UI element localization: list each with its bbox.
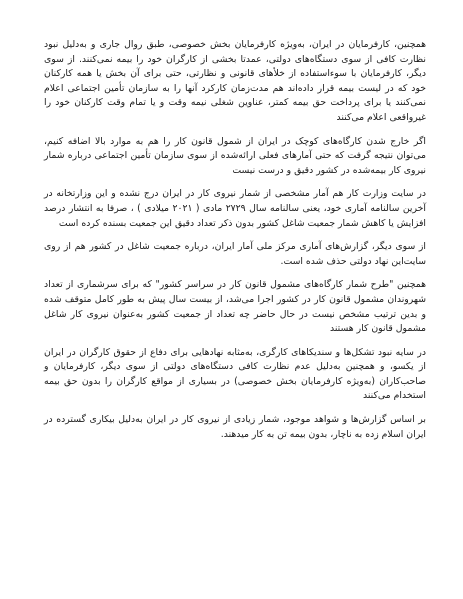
paragraph: بر اساس گزارش‌ها و شواهد موجود، شمار زیادی از نیروی کار در ایران به‌دلیل بیکاری گسترده در ایران اسلام زده به ناچار، بدون بیمه تن به کار میدهند. (44, 414, 426, 440)
paragraph: از سوی دیگر، گزارش‌های آماری مرکز ملی آمار ایران، درباره جمعیت شاغل در کشور هم از روی سایت‌این نهاد دولتی حذف شده است. (44, 241, 426, 267)
paragraph: در سایه نبود تشکل‌ها و سندیکاهای کارگری، به‌مثابه نهادهایی برای دفاع از حقوق کارگران در ایران از یکسو، و همچنین به‌دلیل عدم نظارت کافی دستگاه‌های دولتی از سوی دیگر، کارفرمایان و صاحب‌کاران (به‌ویژه کارفرمایان بخش خصوصی) در بسیاری از مواقع کارگران را بدون حق بیمه استخدام می‌کنند (44, 346, 426, 402)
paragraph: همچنین "طرح شمار کارگاه‌های مشمول قانون کار در سراسر کشور" که برای سرشماری از تعداد شهروندان مشمول قانون کار در کشور اجرا می‌شد، از بیست سال پیش به طور کامل متوقف شده و بدین ترتیب مشخص نیست در حال حاضر چه تعداد از جمعیت کشور به‌عنوان نیروی کار شاغل مشمول قانون کار هستند (44, 279, 426, 335)
paragraph: همچنین، کارفرمایان در ایران، به‌ویژه کارفرمایان بخش خصوصی، طبق روال جاری و به‌دلیل نبود نظارت کافی از سوی دستگاه‌های دولتی، عمدتا بخشی از کارگران خود را بیمه نمی‌کنند. از سوی دیگر، کارفرمایان با سوءاستفاده از خلأهای قانونی و نظارتی، حتی برای آن بخش یا همه کارکنان خود که در لیست بیمه قرار داده‌اند هم مدت‌زمان کارکرد آنها را به سازمان تأمین اجتماعی اعلام نمی‌کنند یا برای پرداخت حق بیمه کمتر، عناوین شغلی نیمه وقت و یا تمام وقت کارکنان خود را غیرواقعی اعلام می‌کنند (44, 39, 426, 123)
article-body (44, 38, 426, 451)
paragraph: در سایت وزارت کار هم آمار مشخصی از شمار نیروی کار در ایران درج نشده و این وزارتخانه در آخرین سالنامه آماری خود، یعنی سالنامه سال ۲۷۲۹ ماد‌ی ( ۲۰۲۱ میلادی ) ، صرفا به انتشار درصد افزایش یا کاهش شمار جمعیت شاغل کشور بدون ذکر تعداد دقیق این جمعیت بسنده کرده است (44, 188, 426, 229)
paragraph: اگر خارج شدن کارگاه‌های کوچک در ایران از شمول قانون کار را هم به موارد بالا اضافه کنیم، می‌توان نتیجه گرفت که حتی آمارهای فعلی ارائه‌شده از سوی سازمان تأمین اجتماعی درباره شمار نیروی کار بیمه‌شده در کشور دقیق و درست نیست (44, 135, 426, 176)
